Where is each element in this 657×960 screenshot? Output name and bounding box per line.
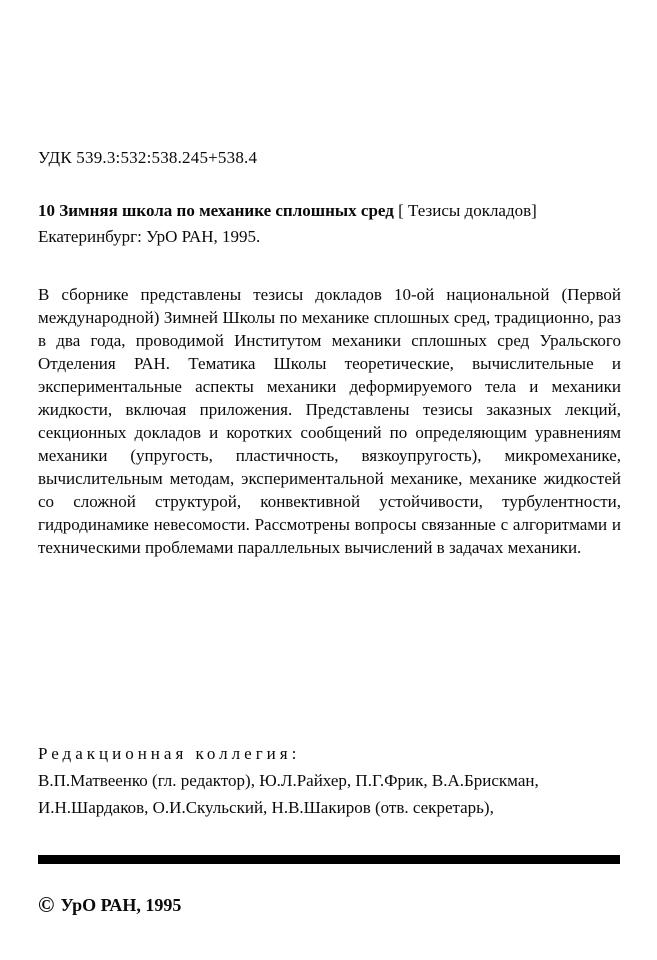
editorial-block bbox=[38, 740, 621, 821]
copyright-line bbox=[38, 893, 181, 916]
title-line bbox=[38, 198, 621, 224]
editors-line-2: И.Н.Шардаков, О.И.Скульский, Н.В.Шакиров (отв. секретарь), bbox=[38, 798, 494, 817]
title-annotation: [ Тезисы докладов] bbox=[393, 201, 537, 220]
udc-code-line: УДК 539.3:532:538.245+538.4 bbox=[38, 148, 258, 167]
book-title: 10 Зимняя школа по механике сплошных сред bbox=[38, 201, 394, 220]
editorial-heading: Редакционная коллегия: bbox=[38, 744, 301, 763]
copyright-text: УрО РАН, 1995 bbox=[60, 895, 182, 915]
divider-bar bbox=[38, 855, 620, 864]
imprint-line: Екатеринбург: УрО РАН, 1995. bbox=[38, 227, 261, 246]
copyright-symbol: © bbox=[38, 892, 55, 917]
abstract-paragraph: В сборнике представлены тезисы докладов 10-ой национальной (Первой международной) Зимней Школы по механике сплошных сред, традиционно, раз в два года, проводимой Институтом механики сплошных сред Уральского Отделения РАН. Тематика Школы теоретические, вычислительные и экспериментальные аспекты механики деформируемого тела и механики жидкости, включая приложения. Представлены тезисы заказных лекций, секционных докладов и коротких сообщений по определяющим уравнениям механики (упругость, пластичность, вязкоупругость), микромеханике, вычислительным методам, экспериментальной механике, механике жидкостей со сложной структурой, конвективной устойчивости, турбулентности, гидродинамике невесомости. Рассмотрены вопросы связанные с алгоритмами и техническими проблемами параллельных вычислений в задачах механики. bbox=[38, 285, 621, 557]
title-block bbox=[38, 198, 621, 250]
editors-line-1: В.П.Матвеенко (гл. редактор), Ю.Л.Райхер, П.Г.Фрик, В.А.Брискман, bbox=[38, 771, 539, 790]
